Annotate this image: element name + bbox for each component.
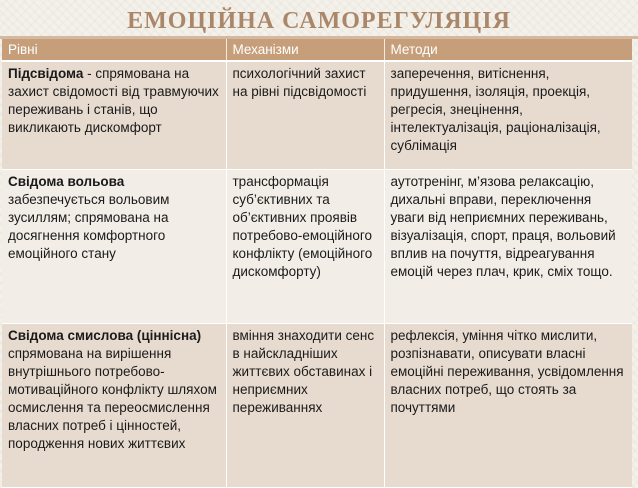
level-cell	[2, 61, 226, 170]
header-methods: Методи	[384, 39, 632, 61]
level-cell	[2, 170, 226, 324]
slide-title: ЕМОЦІЙНА САМОРЕГУЛЯЦІЯ	[127, 8, 511, 34]
level-cell	[2, 324, 226, 488]
mechanisms-cell: вміння знаходити сенс в найскладніших життєвих обставинах і неприємних переживаннях	[226, 324, 384, 488]
level-description: спрямована на вирішення внутрішнього потребово-мотиваційного конфлікту шляхом осмислення та переосмислення власних потреб і цінностей, породження нових життєвих	[8, 346, 217, 451]
table-row	[2, 61, 632, 170]
header-levels: Рівні	[2, 39, 226, 61]
table-row	[2, 170, 632, 324]
methods-cell: заперечення, витіснення, придушення, ізоляція, проекція, регресія, знецінення, інтелектуалізація, раціоналізація, сублімація	[384, 61, 632, 170]
mechanisms-cell: трансформація суб’єктивних та об’єктивних проявів потребово-емоційного конфлікту (емоційного дискомфорту)	[226, 170, 384, 324]
header-mechanisms: Механізми	[226, 39, 384, 61]
level-name: Свідома смислова (ціннісна)	[8, 328, 202, 343]
methods-cell: аутотренінг, м’язова релаксацію, дихальні вправи, переключення уваги від неприємних переживань, візуалізація, спорт, праця, вольовий вплив на почуття, відреагування емоцій через плач, крик, сміх тощо.	[384, 170, 632, 324]
regulation-table	[2, 39, 632, 488]
methods-cell: рефлексія, уміння чітко мислити, розпізнавати, описувати власні емоційні переживання, усвідомлення власних потреб, що стоять за почуттями	[384, 324, 632, 488]
mechanisms-cell: психологічний захист на рівні підсвідомості	[226, 61, 384, 170]
level-description: - спрямована на захист свідомості від травмуючих переживань і станів, що викликають дискомфорт	[8, 66, 219, 135]
table-row	[2, 324, 632, 488]
level-description: забезпечується вольовим зусиллям; спрямована на досягнення комфортного емоційного стану	[8, 192, 170, 261]
level-name: Підсвідома	[8, 66, 84, 81]
level-name: Свідома вольова	[8, 174, 125, 189]
table-header-row	[2, 39, 632, 61]
